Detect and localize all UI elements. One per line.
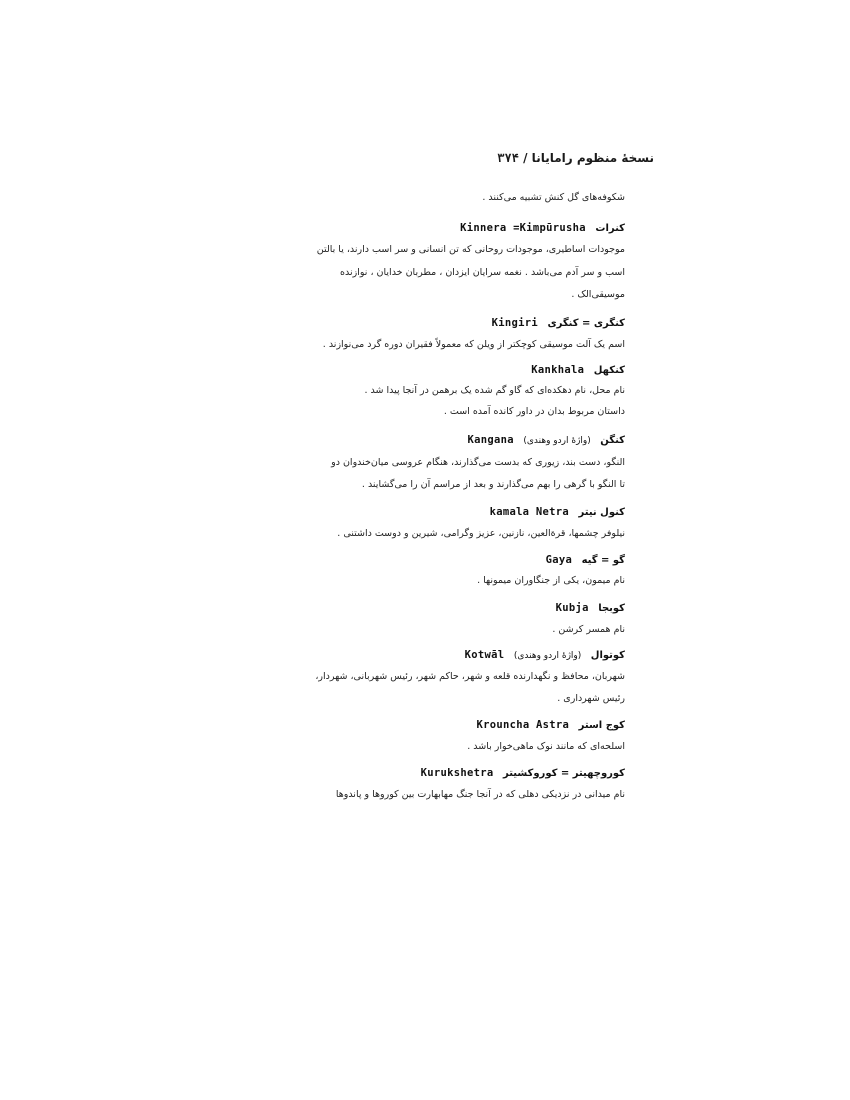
entry-term-latin: Kotwāl	[464, 649, 505, 661]
entry-tag: (واژهٔ اردو وهندی)	[513, 651, 582, 661]
entry-definition-line: اسم یک آلت موسیقی کوچکتر از ویلن که معمولاً فقیران دوره گرد می‌نوازند .	[322, 339, 625, 350]
entry-term-latin: Kubja	[555, 602, 589, 614]
entry-term-fa: کوروچهیتر = کوروکشیتر	[502, 768, 625, 779]
entry-term-latin: Kankhala	[531, 364, 585, 376]
entry-term-fa: کنرا‌ت	[595, 223, 625, 234]
entry-definition-line: نام میمون، یکی از جنگاوران میمونها .	[477, 575, 625, 586]
entry-term-fa: کنگن	[600, 435, 625, 446]
entry-term-fa: کوبجا	[598, 603, 625, 614]
running-title: نسخهٔ منظوم رامایانا /	[523, 151, 654, 165]
entry-heading	[421, 764, 625, 782]
entry-heading	[556, 599, 625, 617]
entry-term-fa: کوج استر	[578, 720, 625, 731]
entry-definition-line: رئیس شهرداری .	[557, 693, 625, 704]
entry-heading	[492, 314, 625, 332]
page-header	[480, 151, 654, 171]
page-number: ۳۷۴	[497, 151, 519, 165]
entry-definition-line: تا النگو با گرهی را بهم می‌گذارند و بعد از مراسم آن را می‌گشایند .	[361, 479, 625, 490]
entry-term-latin: Gaya	[545, 554, 573, 566]
entry-definition-line: النگو، دست بند، زیوری که بدست می‌گذارند، هنگام عروسی میان‌خندوان دو	[331, 457, 625, 468]
entry-term-latin: Kangana	[467, 434, 514, 446]
entry-term-fa: گو = گیه	[581, 555, 625, 566]
entry-heading	[468, 431, 625, 449]
entry-definition-line: نیلوفر چشمها، قرةالعین، نازنین، عزیز وگرامی، شیرین و دوست داشتنی .	[337, 528, 625, 539]
entry-definition-line: داستان مربوط بدان در داور کانده آمده است .	[443, 406, 625, 417]
entry-definition-line: شهربان، محافظ و نگهدارنده قلعه و شهر، حاکم شهر، رئیس شهربانی، شهردار،	[315, 671, 625, 682]
entry-definition-line: نام محل، نام دهکده‌ای که گاو گم شده یک برهمن در آنجا پیدا شد .	[364, 385, 625, 396]
entry-term-fa: کنکهل	[593, 365, 625, 376]
entry-heading	[546, 551, 625, 569]
entry-heading	[531, 361, 625, 379]
entry-heading	[476, 716, 625, 734]
entry-definition-line: موجودات اساطیری، موجودات روحانی که تن انسانی و سر اسب دارند، یا بالتن	[316, 244, 625, 255]
entry-term-latin: Krouncha Astra	[476, 719, 570, 731]
entry-definition-line: نام میدانی در نزدیکی دهلی که در آنجا جنگ مهابهارت بین کوروها و پاندوها	[335, 789, 625, 800]
entry-definition-line: اسلحه‌ای که مانند نوک ماهی‌خوار باشد .	[467, 741, 625, 752]
entry-term-fa: کوتوال	[590, 650, 625, 661]
entry-tag: (واژهٔ اردو وهندی)	[523, 436, 591, 446]
entry-term-fa: کنول نیتر	[578, 507, 625, 518]
entry-term-latin: Kingiri	[491, 317, 538, 329]
entry-term-latin: kamala Netra	[489, 506, 570, 518]
entry-definition-line: نام همسر کرشن .	[552, 624, 625, 635]
entry-term-latin: Kurukshetra	[420, 767, 494, 779]
entry-definition-line: اسب و سر آدم می‌باشد . نغمه سرایان ایزدان ، مطربان خدایان ، نوازنده	[340, 267, 625, 278]
intro-line: شکوفه‌های گل کنش تشبیه می‌کنند .	[482, 192, 625, 203]
entry-term-latin: Kinnera =Kimpūrusha	[460, 222, 586, 234]
entry-term-fa: کنگری = کنگری	[547, 318, 625, 329]
entry-heading	[490, 503, 625, 521]
entry-heading	[465, 646, 625, 664]
entry-definition-line: موسیقی‌الک .	[571, 289, 625, 300]
entry-heading	[460, 219, 625, 237]
